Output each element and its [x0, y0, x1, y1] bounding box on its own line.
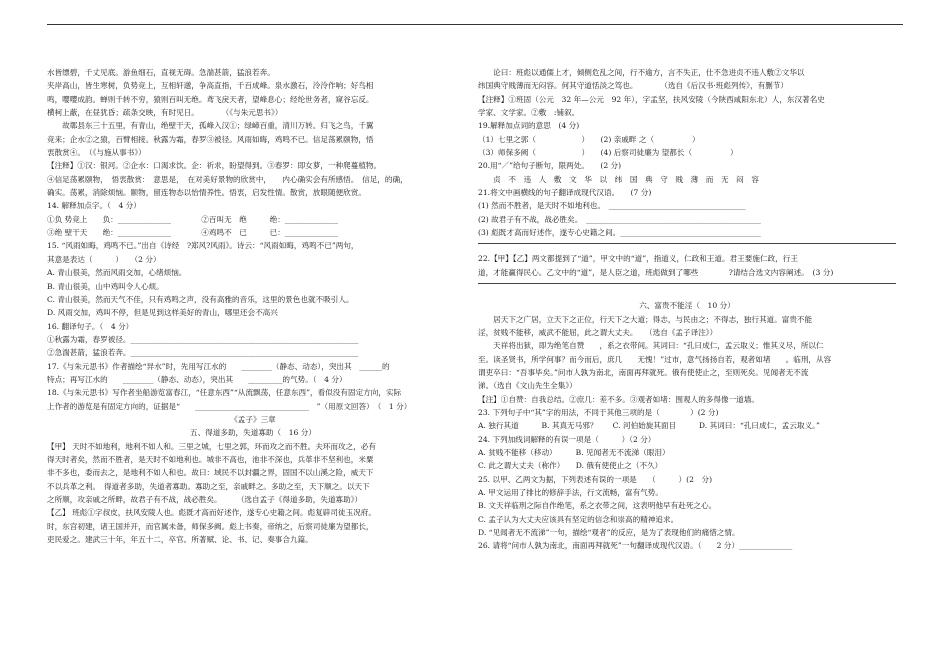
- text-line: （1）七里之郭（ ） (2) 亲戚畔 之（ ）: [478, 134, 700, 144]
- section-heading: 六、富贵不能淫（ 10 分）: [639, 301, 735, 311]
- text-line: 竞来；企水②之猿，百臂相接。秋露为霜，春罗③被径。风雨如晦，鸡鸣不已。信足荡累颐物，悟: [47, 134, 374, 144]
- question-24: 24. 下列加线词解释的有误一项是（ ）（2 分）: [478, 434, 656, 444]
- text-line: 【乙】 班彪①字叔皮，扶风安陵人也。彪既才高而好述作，遂专心史籍之间。彪复辟司徒玉况府。: [47, 508, 376, 518]
- question-16: 16. 翻译句子。（ 4 分）: [47, 321, 134, 331]
- question-14: 14. 解释加点字。（ 4 分）: [47, 201, 141, 211]
- option-line: D. 风雨交加，鸡叫不停，但是见到这样美好的青山，哪里还会不高兴: [47, 308, 278, 318]
- text-line: (3) 彪既才高而好述作，遂专心史籍之间。_____________________________________: [478, 228, 761, 238]
- text-line: 非不多也，委而去之，是地利不如人和也。故曰：域民不以封疆之界，固国不以山溪之险，威天下: [47, 468, 374, 478]
- left-column: [47, 66, 459, 546]
- text-line: 横柯上蔽，在昼犹昏；疏条交映，有时见日。 （《与朱元思书》）: [47, 108, 283, 118]
- text-line: 至。读圣贤书，所学何事？而今而后，庶几 无愧！”过市，意气扬扬自若，观者如堵 。临刑，从容: [478, 354, 832, 364]
- question-19: 19.解释加点词的意思 (4 分): [478, 121, 580, 131]
- section-heading: 五、得道多助，失道寡助（ 16 分）: [190, 428, 316, 438]
- text-line: ①秋露为霜，春罗被径。____________________________________________________________: [47, 334, 359, 344]
- text-line: 【注释】①班固（公元 32 年—公元 92 年），字孟坚，扶风安陵（今陕西咸阳东北）人，东汉著名史: [478, 94, 825, 104]
- text-line: ②急湍甚箭，猛浪若奔。____________________________________________________________: [47, 348, 359, 358]
- option-line: B. 青山很美，山中鸡叫令人心烦。: [47, 281, 164, 291]
- text-line: ①负 势竞上 负：______________ ②百叫无 绝 绝：______________: [47, 214, 338, 224]
- text-line: 纬国典守贱薄而无闷容。何其守道恬淡之笃也。 （选自《后汉书·班彪列传》，有删节）: [478, 81, 788, 91]
- text-line: 确实。荡累，消除烦恼。颐物，留连物态以怡情养性。悟衷，启发性情。散赏，放眼随便欣赏。: [47, 188, 366, 198]
- question-18: 18.《与朱元思书》写作者坐船游览富春江，“任意东西”“从流飘荡，任意东西”，看似没有固定方向，实际: [47, 388, 402, 398]
- text-line: 上作者的游览是有固定方向的，证据是“ ______________________________ ”（用原文回答） （ 1 分）: [47, 401, 412, 411]
- option-line: A. 独行其道 B. 其真无马邪？ C. 河伯始旋其面目 D. 其词曰：“孔曰成仁，孟云取义。”: [478, 421, 820, 431]
- question-22: 22.【甲】【乙】两文都提到了“道”，甲文中的“道”，指道义，仁政和王道。君王要施仁政，行王: [478, 254, 798, 264]
- text-line: 谓吏卒曰：“吾事毕矣。”问市人孰为南北，南面再拜就死。俄有使使止之，至则死矣。见闻者无不流: [478, 367, 809, 377]
- section-heading: 《孟子》三章: [230, 414, 276, 424]
- text-line: 【注释】①汉：银河。②企水：口渴求饮。企：祈求，盼望得到。③春罗：即女萝，一种爬蔓植物。: [47, 161, 382, 171]
- text-line: 其意是表达（ ） （2 分）: [47, 254, 161, 264]
- option-line: A. 甲文运用了排比的修辞手法，行文流畅，富有气势。: [478, 487, 663, 497]
- text-line: 论曰：班彪以通儒上才，倾侧危乱之间，行不逾方，言不失正，仕不急进贞不违人敷②文华以: [478, 68, 805, 77]
- text-line: (2) 故君子有不战，战必胜矣。 ______________________________________________: [478, 214, 761, 224]
- question-25: 25. 以甲、乙两文为据，下列表述有误的一项是 （ ）(2 分): [478, 474, 713, 484]
- text-line: （3）师保多阙（ ） (4) 后察司徒廉为 望都长（ ）: [478, 148, 738, 158]
- text-line: 居天下之广居，立天下之正位，行天下之大道；得志，与民由之；不得志，独行其道。富贵不能: [478, 314, 813, 324]
- text-line: 淫，贫贱不能移，威武不能屈，此之谓大丈夫。 （选自《孟子译注》）: [478, 327, 718, 337]
- text-line: 特点；再写江水的 ________（静态、动态），突出其 _________的气势。（ 4 分）: [47, 374, 347, 384]
- text-line: 道，才能赢得民心。乙文中的“道”，是人臣之道，班彪做到了哪些 ?请结合选文内容阐述。 (3 分): [478, 267, 834, 277]
- question-17: 17.《与朱元思书》作者描绘“异水”时，先用写江水的 ________（静态、动态），突出其 ______的: [47, 361, 390, 371]
- option-line: A. 贫贱不能移（移动） B. 见闻者无不流涕（眼泪）: [478, 447, 670, 457]
- text-line: 水皆缥碧，千丈见底。游鱼细石，直视无碍。急湍甚箭，猛浪若奔。: [47, 68, 275, 77]
- text-line: 天祥将出狱，即为绝笔自赞 ，系之衣带间。其词曰：“孔曰成仁，孟云取义；惟其义尽，所以仁: [478, 341, 824, 351]
- text-line: 涕。（选自《文山先生全集》）: [478, 381, 577, 391]
- text-line: 学家、文学家。②敷 :铺叙。: [478, 108, 580, 118]
- question-21: 21.将文中画横线的句子翻译成现代汉语。 (7 分): [478, 188, 652, 198]
- text-line: (1) 然而不胜者，是天时不如地利也。 ____________________________________: [478, 201, 746, 211]
- text-line: 鸣，嘤嘤成韵。蝉则千转不穷，猿则百叫无绝。鸢飞戾天者，望峰息心；经纶世务者，窥谷忘反。: [47, 94, 374, 104]
- question-23: 23. 下列句子中“其”字的用法，不同于其他三项的是（ ）(2 分): [478, 407, 719, 417]
- option-line: D. “见闻者无不流涕”一句，描绘“观者”的反应，是为了表现他们的痛惜之情。: [478, 528, 740, 537]
- answer-line: [478, 243, 896, 244]
- text-line: ③绝 壁干天 绝：______________ ④鸡鸣不 已 已：______________: [47, 228, 338, 238]
- option-line: C. 此之谓大丈夫（称作） D. 俄有使使止之（不久）: [478, 461, 663, 471]
- option-line: B. 文天祥临刑之际自作绝笔，系之衣带之间，这表明他早有赴死之心。: [478, 501, 717, 511]
- text-line: ④信足荡累颐物， 悟衷散赏： 意思是， 在对美好景物的欣赏中， 内心确实会有所感悟。 信足，的确，: [47, 174, 408, 184]
- text-line: 不以兵革之利。 得道者多助，失道者寡助。寡助之至，亲戚畔之。多助之至，天下顺之。以天下: [47, 481, 370, 491]
- answer-line: [478, 283, 896, 284]
- option-line: A. 青山很美，然而风雨交加，心绪烦恼。: [47, 268, 187, 278]
- question-15: 15. “风雨如晦，鸡鸣不已。”出自《诗经 ?郑风?风雨》。诗云：“风雨如晦，鸡鸣不已”两句，: [47, 241, 359, 251]
- text-line: 故鄣县东三十五里，有青山，绝壁干天，孤峰入汉①；绿嶂百重，清川万转。归飞之鸟，千翼: [47, 121, 374, 131]
- text-line: 得天时者矣，然而不胜者，是天时不如地利也。城非不高也，池非不深也，兵革非不坚利也，米粟: [47, 454, 374, 464]
- text-line: 时，东宫初建，诸王国并开，而官属未备，师保多阙。彪上书奏，帝纳之，后察司徒廉为望都长，: [47, 521, 374, 531]
- question-26: 26. 请将“问市人孰为南北，南面再拜就死”一句翻译成现代汉语。（ 2 分）______________: [478, 541, 793, 551]
- text-line: 衷散赏④。 （《与施从事书》）: [47, 148, 146, 158]
- text-line: 贞 不 违 人 敷 文 华 以 纬 国 典 守 贱 薄 而 无 闷 容: [478, 174, 759, 184]
- question-20: 20.用“／”给句子断句，限两处。 (2 分): [478, 161, 622, 171]
- text-line: 【甲】 天时不如地利，地利不如人和。三里之城，七里之郭，环而攻之而不胜。夫环而攻之，必有: [47, 441, 376, 451]
- note-line: 【注】①自赞：自我总结。②庶几：差不多。③观者如堵：围观人的多得像一道墙。: [478, 394, 759, 404]
- option-line: C. 青山很美，然而天气不佳，只有鸡鸣之声，没有高雅的音乐，这里的景色也就不吸引人。: [47, 294, 354, 304]
- option-line: C. 孟子认为大丈夫应该具有坚定的信念和崇高的精神追求。: [478, 514, 679, 524]
- text-line: 之所顺，攻亲戚之所畔，故君子有不战，战必胜矣。 （选自孟子《得道多助，失道寡助》）: [47, 495, 363, 504]
- text-line: 吏民爱之。建武三十年，年五十二，卒官。所著赋、论、书、记、奏事合九篇。: [47, 535, 313, 545]
- top-rule: [47, 24, 903, 25]
- right-column: [478, 66, 896, 553]
- text-line: 夹岸高山，皆生寒树，负势竞上，互相轩邈，争高直指，千百成峰。泉水激石，泠泠作响；好鸟相: [47, 81, 374, 91]
